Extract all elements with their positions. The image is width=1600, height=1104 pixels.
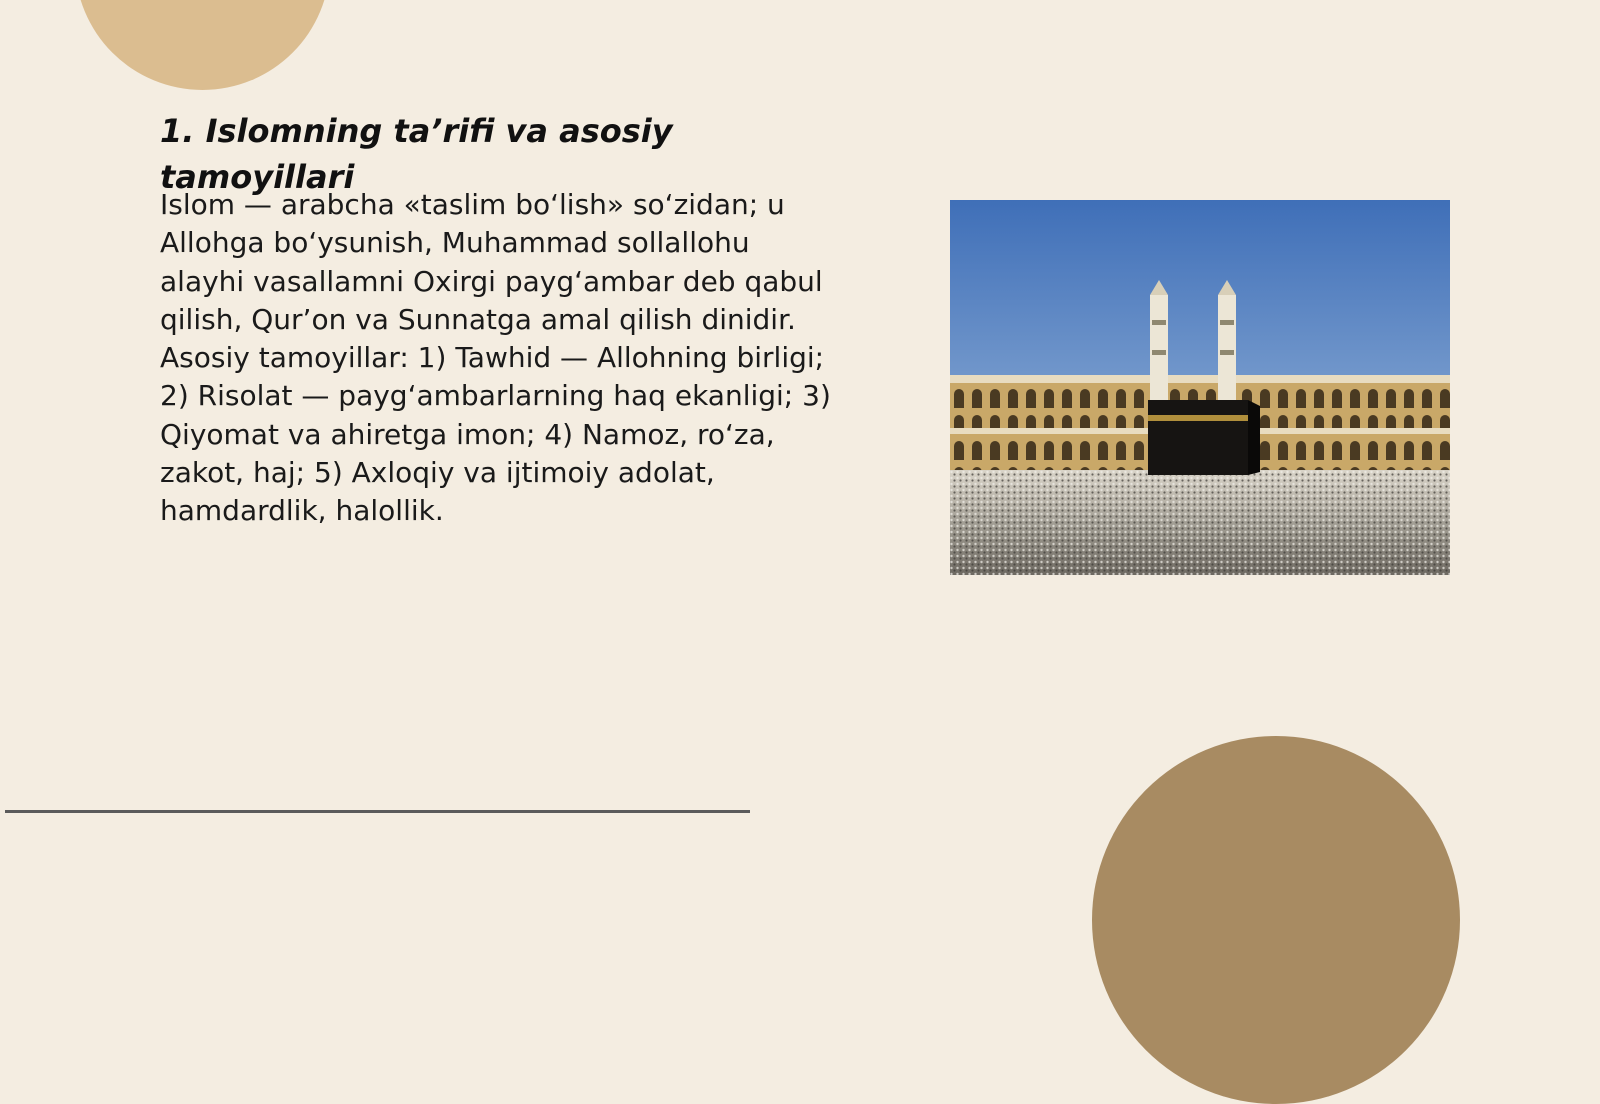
decorative-circle-bottom: [1092, 736, 1460, 1104]
divider-line: [5, 810, 750, 813]
decorative-circle-top: [75, 0, 330, 90]
slide-body-text: Islom — arabcha «taslim bo‘lish» so‘zidan; u Allohga bo‘ysunish, Muhammad sollallohu alayhi vasallamni Oxirgi payg‘ambar deb qabul qilish, Qur’on va Sunnatga amal qilish dinidir. Asosiy tamoyillar: 1) Tawhid — Allohning birligi; 2) Risolat — payg‘ambarlarning haq ekanligi; 3) Qiyomat va ahiretga imon; 4) Namoz, ro‘za, zakot, haj; 5) Axloqiy va ijtimoiy adolat, hamdardlik, halollik.: [160, 188, 831, 528]
slide-title: 1. Islomning ta’rifi va asosiy tamoyillari: [160, 112, 673, 196]
kaaba-photo: [950, 200, 1450, 575]
